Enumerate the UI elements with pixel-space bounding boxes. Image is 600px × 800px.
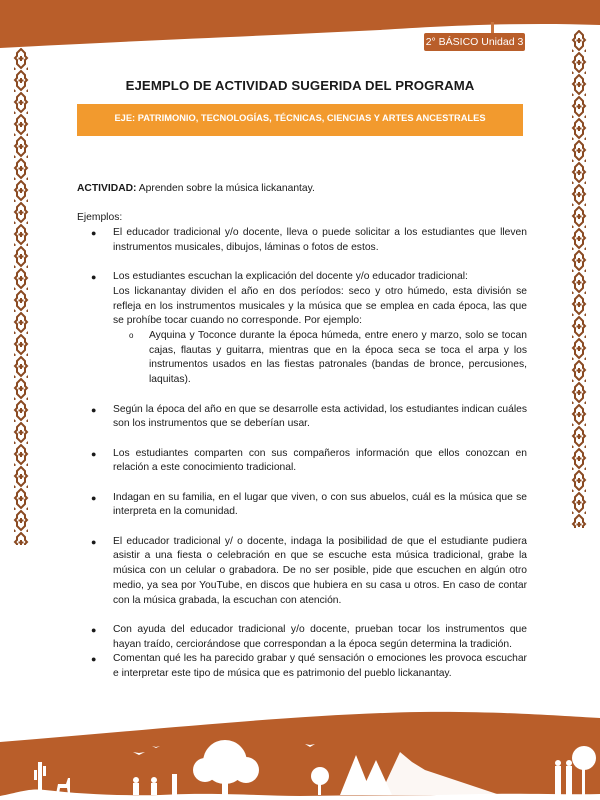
bullet-icon: ● [91,228,97,239]
list-item: ● Comentan qué les ha parecido grabar y qué sensación o emociones les provoca escuchar e interpretar este tipo de música que es patrimonio del pueblo lickanantay. [91,653,527,680]
grade-badge: 2° BÁSICO Unidad 3 [424,33,525,51]
list-item: ● El educador tradicional y/ o docente, indaga la posibilidad de que el estudiante pudiera asistir a una fiesta o celebración en que se escuche esta música tradicional, grabe la música con un celular o grabadora. De no ser posible, pide que escuchen en algún otro medio, ya sea por YouTube, en discos que hubiera en su casa u otros. En caso de contar con la música grabada, la escuchan con atención. [91,535,527,606]
andean-pattern-border-right [571,30,587,528]
activity-text: Aprenden sobre la música lickanantay. [136,183,315,194]
bullet-icon: ● [91,492,97,503]
eje-banner: EJE: PATRIMONIO, TECNOLOGÍAS, TÉCNICAS, CIENCIAS Y ARTES ANCESTRALES [77,104,523,136]
list-item: ● El educador tradicional y/o docente, lleva o puede solicitar a los estudiantes que lleven instrumentos musicales, dibujos, láminas o fotos de estos. [91,227,527,253]
circle-bullet-icon: o [129,331,134,340]
bullet-icon: ● [91,404,97,415]
top-banner [0,0,600,60]
activity-line [77,182,527,197]
andean-landscape-footer [0,700,600,800]
bullet-icon: ● [91,272,97,283]
list-item: ● Con ayuda del educador tradicional y/o docente, prueban tocar los instrumentos que hayan traído, cerciorándose que correspondan a la época según determina la tradición. [91,623,527,650]
list-item: ● Los estudiantes escuchan la explicación del docente y/o educador tradicional: Los lickanantay dividen el año en dos períodos: seco y otro húmedo, esta división se refleja en los instrumentos musicales y la música que se emplea en cada época, las que se prohíbe tocar cuando no corresponde. Por ejemplo: [91,271,527,327]
bullet-icon: ● [91,536,97,547]
list-item-detail: Los lickanantay dividen el año en dos períodos: seco y otro húmedo, esta división se refleja en los instrumentos musicales y la música que se emplea en cada época, las que se prohíbe tocar cuando no corresponde. Por ejemplo: [113,285,527,327]
list-item: ● Los estudiantes comparten con sus compañeros información que ellos conozcan en relación a este conocimiento tradicional. [91,447,527,474]
examples-label: Ejemplos: [77,212,123,224]
page-title: EJEMPLO DE ACTIVIDAD SUGERIDA DEL PROGRAMA [125,78,475,93]
activity-content [77,182,527,682]
activity-label: ACTIVIDAD: [77,183,137,194]
sub-list-item: o Ayquina y Toconce durante la época húmeda, entre enero y marzo, solo se tocan cajas, flautas y guitarra, mientras que en la época seca se toca el arpa y los instrumentos usados en las fiestas patronales (bandas de bronce, percusiones, laquitas). [129,330,527,386]
bullet-icon: ● [91,448,97,459]
list-item: ● Indagan en su familia, en el lugar que viven, o con sus abuelos, cuál es la música que se interpreta en la comunidad. [91,491,527,518]
andean-pattern-border-left [13,48,29,545]
list-item: ● Según la época del año en que se desarrolle esta actividad, los estudiantes indican cuáles son los instrumentos que se deberían usar. [91,403,527,430]
bullet-icon: ● [91,654,97,665]
bullet-icon: ● [91,624,97,635]
